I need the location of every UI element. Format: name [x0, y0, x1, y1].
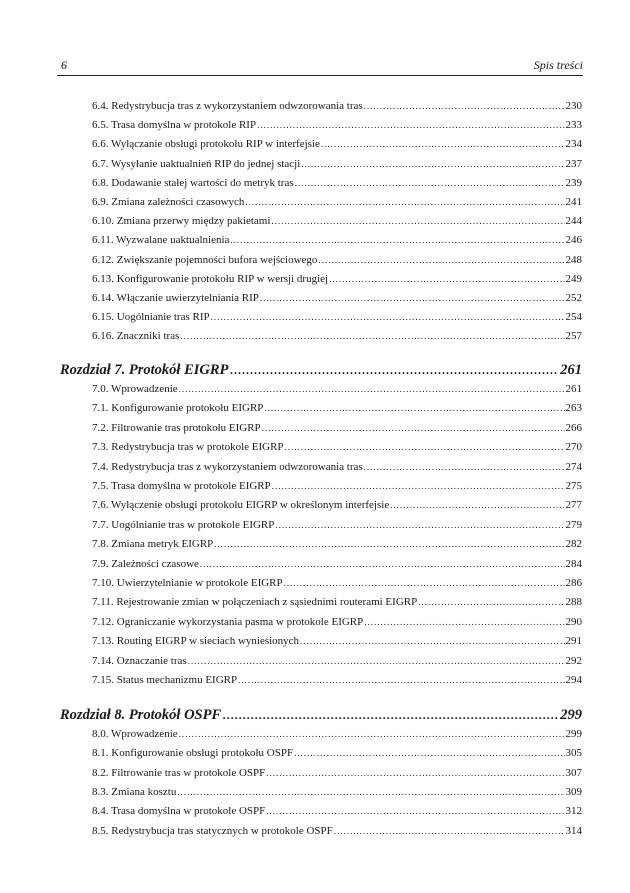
toc-entry-title: 8.3. Zmiana kosztu: [92, 785, 177, 798]
toc-entry-title: 7.6. Wyłączenie obsługi protokołu EIGRP w określonym interfejsie: [92, 499, 390, 512]
toc-entry[interactable]: [92, 537, 582, 551]
toc-entry-title: 7.1. Konfigurowanie protokołu EIGRP: [92, 402, 264, 415]
chapter-title: Rozdział 7. Protokół EIGRP: [60, 362, 229, 378]
toc-entry-title: 6.16. Znaczniki tras: [92, 330, 180, 343]
toc-entry-page: 248: [565, 253, 582, 266]
chapter-title: Rozdział 8. Protokół OSPF: [60, 707, 222, 723]
toc-entry[interactable]: [92, 654, 582, 668]
toc-entry[interactable]: [92, 498, 582, 512]
toc-entry-title: 6.9. Zmiana zależności czasowych: [92, 196, 245, 208]
leader-dots: [188, 654, 565, 668]
leader-dots: [230, 233, 564, 247]
leader-dots: [271, 214, 564, 228]
toc-entry[interactable]: [92, 401, 582, 415]
toc-entry-title: 7.7. Uogólnianie tras w protokole EIGRP: [92, 518, 275, 531]
toc-entry-page: 314: [565, 824, 582, 837]
leader-dots: [275, 518, 564, 532]
toc-entry[interactable]: [92, 118, 582, 132]
leader-dots: [318, 253, 564, 267]
leader-dots: [284, 576, 565, 590]
toc-entry[interactable]: [92, 272, 582, 286]
leader-dots: [180, 329, 564, 343]
toc-entry-title: 7.12. Ograniczanie wykorzystania pasma w protokole EIGRP: [92, 615, 364, 628]
chapter-heading[interactable]: [60, 706, 582, 724]
leader-dots: [177, 785, 564, 799]
toc-entry[interactable]: [92, 214, 582, 228]
toc-entry[interactable]: [92, 479, 582, 493]
toc-entry-title: 6.5. Trasa domyślna w protokole RIP: [92, 119, 257, 132]
toc-entry[interactable]: [92, 785, 582, 799]
toc-entry-title: 6.4. Redystrybucja tras z wykorzystaniem odwzorowania tras: [92, 100, 363, 112]
toc-entry-page: 257: [565, 330, 582, 343]
toc-entry[interactable]: [92, 329, 582, 343]
toc-entry[interactable]: [92, 615, 582, 629]
toc-entry[interactable]: [92, 157, 582, 171]
toc-entry-page: 233: [565, 119, 582, 132]
toc-entry[interactable]: [92, 253, 582, 267]
toc-entry-page: 284: [565, 557, 582, 570]
leader-dots: [179, 382, 565, 396]
toc-entry-title: 7.9. Zależności czasowe: [92, 557, 199, 570]
toc-entry-page: 239: [565, 176, 582, 189]
leader-dots: [238, 673, 564, 687]
toc-entry-title: 7.13. Routing EIGRP w sieciach wyniesionych: [92, 635, 300, 648]
toc-entry-page: 237: [565, 157, 582, 170]
toc-entry-title: 7.11. Rejestrowanie zmian w połączeniach z sąsiednimi routerami EIGRP: [92, 596, 418, 609]
leader-dots: [418, 595, 564, 609]
leader-dots: [300, 634, 564, 648]
leader-dots: [260, 291, 565, 305]
toc-entry[interactable]: [92, 176, 582, 190]
toc-entry-page: 254: [565, 311, 582, 324]
leader-dots: [264, 401, 564, 415]
leader-dots: [364, 615, 564, 629]
leader-dots: [230, 361, 558, 379]
toc-entry-title: 7.3. Redystrybucja tras w protokole EIGRP: [92, 441, 284, 454]
toc-entry-title: 6.8. Dodawanie stałej wartości do metryk tras: [92, 176, 294, 189]
toc-entry-page: 246: [565, 234, 582, 247]
toc-entry[interactable]: [92, 557, 582, 571]
leader-dots: [266, 804, 564, 818]
toc-entry-title: 7.5. Trasa domyślna w protokole EIGRP: [92, 480, 271, 492]
toc-entry-page: 234: [565, 138, 582, 151]
chapter-page: 261: [560, 362, 582, 378]
toc-entry-page: 244: [565, 215, 582, 228]
toc-entry-page: 252: [565, 292, 582, 304]
toc-entry-page: 270: [565, 441, 582, 454]
toc-entry-page: 290: [565, 615, 582, 628]
toc-entry-title: 6.10. Zmiana przerwy między pakietami: [92, 215, 271, 228]
leader-dots: [364, 460, 565, 474]
toc-entry-page: 277: [565, 499, 582, 512]
toc-entry[interactable]: [92, 727, 582, 741]
toc-entry-page: 261: [565, 383, 582, 395]
toc-entry[interactable]: [92, 746, 582, 760]
toc-entry-title: 7.8. Zmiana metryk EIGRP: [92, 538, 214, 551]
toc-entry[interactable]: [92, 824, 582, 838]
toc-entry[interactable]: [92, 460, 582, 474]
toc-entry-page: 309: [565, 785, 582, 798]
toc-entry-title: 8.0. Wprowadzenie: [92, 728, 178, 740]
page-header: [57, 57, 583, 76]
toc-entry-page: 263: [565, 402, 582, 415]
toc-entry-title: 8.2. Filtrowanie tras w protokole OSPF: [92, 766, 266, 779]
toc-entry-title: 8.4. Trasa domyślna w protokole OSPF: [92, 805, 266, 818]
toc-entry-title: 7.2. Filtrowanie tras protokołu EIGRP: [92, 421, 261, 434]
leader-dots: [211, 310, 565, 324]
toc-entry-page: 266: [565, 421, 582, 434]
toc-entry[interactable]: [92, 595, 582, 609]
leader-dots: [257, 118, 564, 132]
toc-entry-title: 6.6. Wyłączanie obsługi protokołu RIP w interfejsie: [92, 138, 320, 151]
toc-entry-title: 8.1. Konfigurowanie obsługi protokołu OSPF: [92, 747, 294, 760]
toc-entry-page: 286: [565, 577, 582, 589]
leader-dots: [200, 557, 565, 571]
toc-entry[interactable]: [92, 421, 582, 435]
leader-dots: [364, 99, 565, 113]
leader-dots: [321, 137, 565, 151]
leader-dots: [245, 195, 564, 209]
toc-entry-page: 299: [565, 728, 582, 740]
leader-dots: [262, 421, 565, 435]
leader-dots: [390, 498, 564, 512]
leader-dots: [334, 824, 565, 838]
toc-entry[interactable]: [92, 137, 582, 151]
leader-dots: [285, 440, 565, 454]
toc-entry-title: 7.10. Uwierzytelnianie w protokole EIGRP: [92, 577, 283, 589]
toc-entry-title: 6.14. Włączanie uwierzytelniania RIP: [92, 292, 259, 304]
toc-entry-title: 7.15. Status mechanizmu EIGRP: [92, 674, 238, 686]
toc-entry[interactable]: [92, 766, 582, 780]
toc-entry-page: 312: [565, 805, 582, 818]
toc-entry-page: 288: [565, 596, 582, 609]
toc-entry[interactable]: [92, 99, 582, 113]
toc-entry-page: 282: [565, 538, 582, 551]
toc-entry-title: 7.0. Wprowadzenie: [92, 383, 178, 395]
toc-entry[interactable]: [92, 382, 582, 396]
leader-dots: [295, 176, 565, 190]
leader-dots: [214, 537, 564, 551]
toc-entry-title: 6.13. Konfigurowanie protokołu RIP w wersji drugiej: [92, 272, 329, 285]
running-title: Spis treści: [533, 58, 583, 72]
toc-entry-page: 230: [565, 100, 582, 112]
toc-entry-page: 274: [565, 460, 582, 473]
toc-entry-title: 6.11. Wyzwalane uaktualnienia: [92, 234, 230, 247]
leader-dots: [223, 706, 558, 724]
toc-entry[interactable]: [92, 634, 582, 648]
chapter-heading[interactable]: [60, 361, 582, 379]
leader-dots: [179, 727, 565, 741]
toc-entry-page: 305: [565, 747, 582, 760]
page-number: 6: [61, 58, 67, 72]
toc-entry-page: 279: [565, 518, 582, 531]
toc-entry[interactable]: [92, 673, 582, 687]
toc-entry[interactable]: [92, 233, 582, 247]
toc-entry-page: 292: [565, 654, 582, 667]
toc-entry-title: 6.15. Uogólnianie tras RIP: [92, 311, 210, 324]
toc-entry[interactable]: [92, 195, 582, 209]
leader-dots: [294, 746, 564, 760]
toc-entry-page: 291: [565, 635, 582, 648]
leader-dots: [272, 479, 565, 493]
toc-entry-title: 8.5. Redystrybucja tras statycznych w protokole OSPF: [92, 824, 333, 837]
toc-entry[interactable]: [92, 310, 582, 324]
toc-entry-title: 6.7. Wysyłanie uaktualnień RIP do jednej stacji: [92, 157, 301, 170]
toc-entry[interactable]: [92, 518, 582, 532]
toc-entry-title: 6.12. Zwiększanie pojemności bufora wejściowego: [92, 253, 318, 266]
toc-entry-page: 307: [565, 766, 582, 779]
toc-entry-title: 7.14. Oznaczanie tras: [92, 654, 187, 667]
leader-dots: [301, 157, 564, 171]
toc-entry[interactable]: [92, 291, 582, 305]
leader-dots: [266, 766, 564, 780]
toc-entry-page: 294: [565, 674, 582, 686]
toc-entry-page: 275: [565, 480, 582, 492]
chapter-page: 299: [560, 707, 582, 723]
toc-entry-page: 249: [565, 272, 582, 285]
toc-entry[interactable]: [92, 804, 582, 818]
leader-dots: [329, 272, 564, 286]
toc-entry[interactable]: [92, 576, 582, 590]
toc-entry[interactable]: [92, 440, 582, 454]
toc-entry-page: 241: [565, 196, 582, 208]
toc-entry-title: 7.4. Redystrybucja tras z wykorzystaniem odwzorowania tras: [92, 460, 363, 473]
